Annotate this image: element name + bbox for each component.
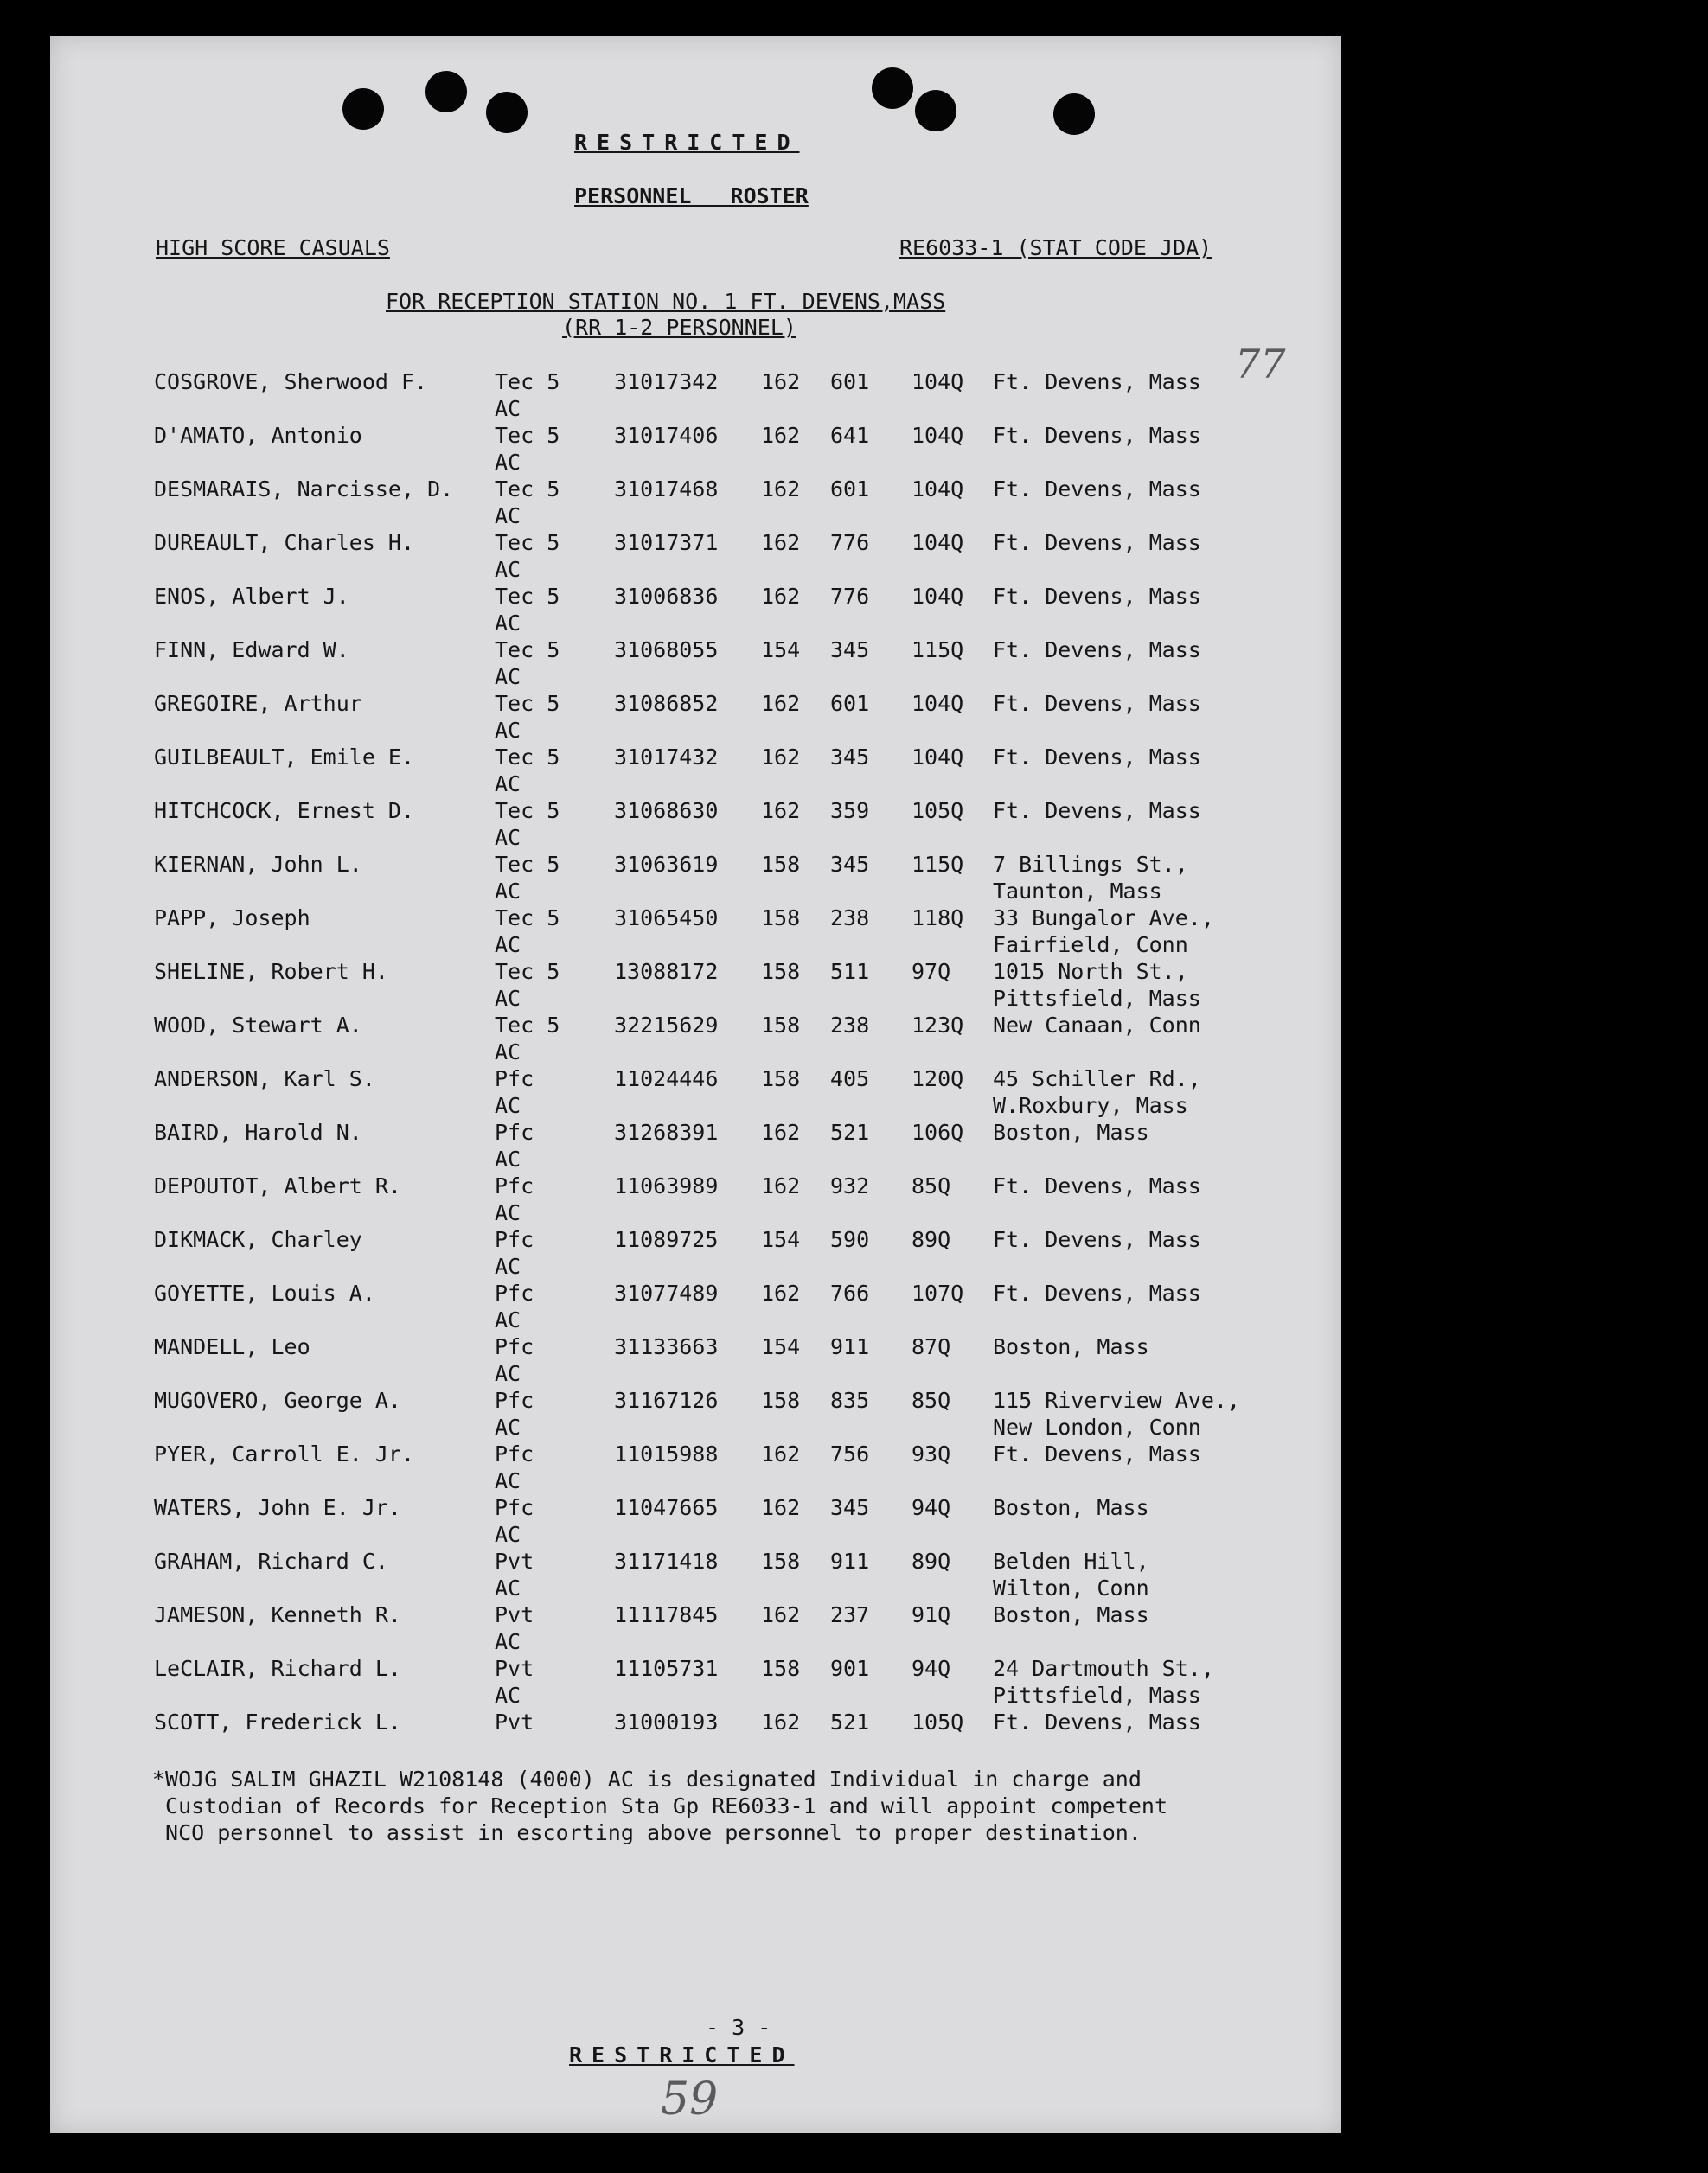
code-a-cell: 162: [761, 1495, 801, 1520]
code-b-cell: 776: [830, 530, 870, 555]
code-c-cell: 106Q: [912, 1120, 964, 1145]
name-cell: JAMESON, Kenneth R.: [154, 1602, 401, 1627]
code-b-cell: 766: [830, 1281, 870, 1306]
code-c-cell: 118Q: [912, 905, 964, 930]
grade-cell: Pvt: [495, 1710, 534, 1735]
table-row: [50, 1065, 1341, 1119]
serial-number-cell: 31086852: [614, 691, 719, 716]
address-line-1-cell: Ft. Devens, Mass: [993, 530, 1201, 555]
grade-cell: Pfc: [495, 1441, 534, 1467]
branch-cell: AC: [495, 1361, 521, 1386]
name-cell: WOOD, Stewart A.: [154, 1013, 362, 1038]
address-line-2-cell: Wilton, Conn: [993, 1575, 1149, 1601]
address-line-1-cell: 33 Bungalor Ave.,: [993, 905, 1214, 930]
code-c-cell: 97Q: [912, 959, 951, 984]
serial-number-cell: 31063619: [614, 852, 719, 877]
code-c-cell: 94Q: [912, 1495, 951, 1520]
serial-number-cell: 11063989: [614, 1173, 719, 1198]
table-row: [50, 1333, 1341, 1387]
code-b-cell: 345: [830, 852, 870, 877]
address-line-1-cell: 45 Schiller Rd.,: [993, 1066, 1201, 1091]
branch-cell: AC: [495, 450, 521, 475]
serial-number-cell: 31000193: [614, 1710, 719, 1735]
grade-cell: Tec 5: [495, 745, 560, 770]
serial-number-cell: 31171418: [614, 1549, 719, 1574]
code-a-cell: 162: [761, 1441, 801, 1467]
table-row: [50, 904, 1341, 958]
table-row: [50, 1709, 1341, 1762]
name-cell: GREGOIRE, Arthur: [154, 691, 362, 716]
address-line-1-cell: Ft. Devens, Mass: [993, 476, 1201, 502]
branch-cell: AC: [495, 1093, 521, 1118]
code-c-cell: 87Q: [912, 1334, 951, 1359]
punch-hole: [342, 88, 384, 130]
serial-number-cell: 11015988: [614, 1441, 719, 1467]
branch-cell: AC: [495, 1039, 521, 1064]
address-line-1-cell: Ft. Devens, Mass: [993, 423, 1201, 448]
grade-cell: Tec 5: [495, 959, 560, 984]
branch-cell: AC: [495, 1468, 521, 1493]
code-a-cell: 162: [761, 1120, 801, 1145]
grade-cell: Tec 5: [495, 476, 560, 502]
code-a-cell: 158: [761, 905, 801, 930]
handwritten-mark: 77: [1235, 341, 1286, 387]
name-cell: HITCHCOCK, Ernest D.: [154, 798, 415, 823]
serial-number-cell: 31167126: [614, 1388, 719, 1413]
code-c-cell: 89Q: [912, 1227, 951, 1252]
name-cell: ANDERSON, Karl S.: [154, 1066, 375, 1091]
serial-number-cell: 32215629: [614, 1013, 719, 1038]
branch-cell: AC: [495, 825, 521, 850]
footnote-line-2: Custodian of Records for Reception Sta Gp RE6033-1 and will appoint competent: [152, 1793, 1167, 1818]
code-c-cell: 115Q: [912, 852, 964, 877]
name-cell: PYER, Carroll E. Jr.: [154, 1441, 415, 1467]
code-c-cell: 104Q: [912, 530, 964, 555]
branch-cell: AC: [495, 986, 521, 1011]
table-row: [50, 368, 1341, 422]
branch-cell: AC: [495, 1522, 521, 1547]
address-line-2-cell: W.Roxbury, Mass: [993, 1093, 1188, 1118]
table-row: [50, 1012, 1341, 1065]
address-line-2-cell: New London, Conn: [993, 1415, 1201, 1440]
code-b-cell: 932: [830, 1173, 870, 1198]
branch-cell: AC: [495, 932, 521, 957]
code-a-cell: 158: [761, 959, 801, 984]
table-row: [50, 1548, 1341, 1601]
code-a-cell: 158: [761, 1549, 801, 1574]
code-a-cell: 162: [761, 476, 801, 502]
code-c-cell: 104Q: [912, 369, 964, 394]
name-cell: ENOS, Albert J.: [154, 584, 349, 609]
name-cell: GOYETTE, Louis A.: [154, 1281, 375, 1306]
code-b-cell: 238: [830, 905, 870, 930]
grade-cell: Pvt: [495, 1549, 534, 1574]
destination-line: FOR RECEPTION STATION NO. 1 FT. DEVENS,MASS: [386, 289, 946, 314]
table-row: [50, 1119, 1341, 1173]
code-c-cell: 105Q: [912, 1710, 964, 1735]
serial-number-cell: 31077489: [614, 1281, 719, 1306]
code-c-cell: 107Q: [912, 1281, 964, 1306]
serial-number-cell: 31068630: [614, 798, 719, 823]
name-cell: D'AMATO, Antonio: [154, 423, 362, 448]
code-a-cell: 162: [761, 369, 801, 394]
branch-cell: AC: [495, 503, 521, 528]
code-a-cell: 162: [761, 1281, 801, 1306]
grade-cell: Pfc: [495, 1388, 534, 1413]
serial-number-cell: 11024446: [614, 1066, 719, 1091]
grade-cell: Pfc: [495, 1281, 534, 1306]
address-line-2-cell: Fairfield, Conn: [993, 932, 1188, 957]
document-paper: [50, 36, 1341, 2133]
code-b-cell: 521: [830, 1120, 870, 1145]
address-line-1-cell: Ft. Devens, Mass: [993, 1710, 1201, 1735]
code-b-cell: 521: [830, 1710, 870, 1735]
code-b-cell: 590: [830, 1227, 870, 1252]
name-cell: COSGROVE, Sherwood F.: [154, 369, 428, 394]
code-a-cell: 158: [761, 1066, 801, 1091]
punch-hole: [425, 71, 467, 112]
grade-cell: Pvt: [495, 1602, 534, 1627]
table-row: [50, 1494, 1341, 1548]
branch-cell: AC: [495, 1415, 521, 1440]
serial-number-cell: 31065450: [614, 905, 719, 930]
code-b-cell: 756: [830, 1441, 870, 1467]
code-b-cell: 835: [830, 1388, 870, 1413]
serial-number-cell: 11105731: [614, 1656, 719, 1681]
branch-cell: AC: [495, 1200, 521, 1225]
code-a-cell: 162: [761, 798, 801, 823]
grade-cell: Tec 5: [495, 1013, 560, 1038]
code-c-cell: 89Q: [912, 1549, 951, 1574]
table-row: [50, 744, 1341, 797]
code-b-cell: 345: [830, 637, 870, 662]
code-b-cell: 641: [830, 423, 870, 448]
address-line-1-cell: Ft. Devens, Mass: [993, 1173, 1201, 1198]
code-b-cell: 911: [830, 1334, 870, 1359]
table-row: [50, 1441, 1341, 1494]
grade-cell: Tec 5: [495, 637, 560, 662]
table-row: [50, 690, 1341, 744]
address-line-1-cell: Boston, Mass: [993, 1334, 1149, 1359]
table-row: [50, 1173, 1341, 1226]
code-a-cell: 158: [761, 852, 801, 877]
branch-cell: AC: [495, 771, 521, 796]
serial-number-cell: 11047665: [614, 1495, 719, 1520]
address-line-1-cell: 7 Billings St.,: [993, 852, 1188, 877]
grade-cell: Tec 5: [495, 852, 560, 877]
address-line-1-cell: Belden Hill,: [993, 1549, 1149, 1574]
grade-cell: Tec 5: [495, 369, 560, 394]
address-line-1-cell: New Canaan, Conn: [993, 1013, 1201, 1038]
name-cell: WATERS, John E. Jr.: [154, 1495, 401, 1520]
name-cell: FINN, Edward W.: [154, 637, 349, 662]
serial-number-cell: 11089725: [614, 1227, 719, 1252]
stat-code: RE6033-1 (STAT CODE JDA): [899, 235, 1212, 260]
code-c-cell: 93Q: [912, 1441, 951, 1467]
grade-cell: Pfc: [495, 1495, 534, 1520]
footnote-line-3: NCO personnel to assist in escorting above personnel to proper destination.: [152, 1820, 1142, 1845]
code-a-cell: 162: [761, 745, 801, 770]
grade-cell: Tec 5: [495, 584, 560, 609]
branch-cell: AC: [495, 396, 521, 421]
name-cell: MANDELL, Leo: [154, 1334, 310, 1359]
grade-cell: Tec 5: [495, 905, 560, 930]
code-a-cell: 162: [761, 1602, 801, 1627]
address-line-2-cell: Pittsfield, Mass: [993, 986, 1201, 1011]
code-b-cell: 345: [830, 1495, 870, 1520]
address-line-1-cell: Ft. Devens, Mass: [993, 369, 1201, 394]
grade-cell: Pfc: [495, 1066, 534, 1091]
serial-number-cell: 31017371: [614, 530, 719, 555]
branch-cell: AC: [495, 1254, 521, 1279]
name-cell: DUREAULT, Charles H.: [154, 530, 415, 555]
code-b-cell: 345: [830, 745, 870, 770]
table-row: [50, 851, 1341, 904]
code-c-cell: 105Q: [912, 798, 964, 823]
serial-number-cell: 31017432: [614, 745, 719, 770]
grade-cell: Pfc: [495, 1334, 534, 1359]
code-b-cell: 601: [830, 369, 870, 394]
personnel-roster-table: [50, 368, 1341, 1769]
code-a-cell: 154: [761, 637, 801, 662]
grade-cell: Tec 5: [495, 691, 560, 716]
punch-hole: [872, 67, 913, 109]
table-row: [50, 422, 1341, 476]
punch-hole: [1053, 93, 1095, 135]
name-cell: LeCLAIR, Richard L.: [154, 1656, 401, 1681]
branch-cell: AC: [495, 610, 521, 636]
code-a-cell: 154: [761, 1227, 801, 1252]
code-b-cell: 405: [830, 1066, 870, 1091]
address-line-1-cell: Ft. Devens, Mass: [993, 1441, 1201, 1467]
page-number: - 3 -: [706, 2015, 771, 2040]
code-a-cell: 158: [761, 1656, 801, 1681]
classification-footer: RESTRICTED: [569, 2042, 795, 2068]
branch-cell: AC: [495, 879, 521, 904]
grade-cell: Pfc: [495, 1173, 534, 1198]
address-line-1-cell: Ft. Devens, Mass: [993, 584, 1201, 609]
address-line-1-cell: Ft. Devens, Mass: [993, 745, 1201, 770]
code-a-cell: 154: [761, 1334, 801, 1359]
address-line-1-cell: Ft. Devens, Mass: [993, 798, 1201, 823]
table-row: [50, 1226, 1341, 1280]
grade-cell: Tec 5: [495, 798, 560, 823]
branch-cell: AC: [495, 557, 521, 582]
code-a-cell: 162: [761, 530, 801, 555]
code-b-cell: 776: [830, 584, 870, 609]
grade-cell: Pfc: [495, 1227, 534, 1252]
grade-cell: Pfc: [495, 1120, 534, 1145]
address-line-1-cell: Ft. Devens, Mass: [993, 1281, 1201, 1306]
address-line-1-cell: 115 Riverview Ave.,: [993, 1388, 1240, 1413]
address-line-1-cell: Ft. Devens, Mass: [993, 637, 1201, 662]
name-cell: DEPOUTOT, Albert R.: [154, 1173, 401, 1198]
address-line-1-cell: 1015 North St.,: [993, 959, 1188, 984]
code-c-cell: 104Q: [912, 584, 964, 609]
branch-cell: AC: [495, 1147, 521, 1172]
branch-cell: AC: [495, 1575, 521, 1601]
code-c-cell: 120Q: [912, 1066, 964, 1091]
table-row: [50, 1280, 1341, 1333]
code-c-cell: 85Q: [912, 1173, 951, 1198]
code-a-cell: 162: [761, 1173, 801, 1198]
name-cell: PAPP, Joseph: [154, 905, 310, 930]
group-name: HIGH SCORE CASUALS: [156, 235, 390, 260]
branch-cell: AC: [495, 664, 521, 689]
code-c-cell: 94Q: [912, 1656, 951, 1681]
name-cell: KIERNAN, John L.: [154, 852, 362, 877]
serial-number-cell: 31006836: [614, 584, 719, 609]
branch-cell: AC: [495, 1629, 521, 1654]
code-b-cell: 911: [830, 1549, 870, 1574]
address-line-2-cell: Pittsfield, Mass: [993, 1683, 1201, 1708]
name-cell: SHELINE, Robert H.: [154, 959, 388, 984]
address-line-1-cell: Boston, Mass: [993, 1602, 1149, 1627]
name-cell: MUGOVERO, George A.: [154, 1388, 401, 1413]
code-a-cell: 162: [761, 584, 801, 609]
code-a-cell: 158: [761, 1388, 801, 1413]
table-row: [50, 958, 1341, 1012]
code-b-cell: 601: [830, 691, 870, 716]
table-row: [50, 476, 1341, 529]
code-c-cell: 85Q: [912, 1388, 951, 1413]
address-line-1-cell: Boston, Mass: [993, 1495, 1149, 1520]
serial-number-cell: 11117845: [614, 1602, 719, 1627]
code-c-cell: 104Q: [912, 745, 964, 770]
code-c-cell: 104Q: [912, 691, 964, 716]
code-a-cell: 158: [761, 1013, 801, 1038]
address-line-1-cell: Boston, Mass: [993, 1120, 1149, 1145]
code-c-cell: 123Q: [912, 1013, 964, 1038]
grade-cell: Tec 5: [495, 423, 560, 448]
code-b-cell: 601: [830, 476, 870, 502]
grade-cell: Pvt: [495, 1656, 534, 1681]
footnote: [152, 1766, 1167, 1846]
serial-number-cell: 31017406: [614, 423, 719, 448]
code-a-cell: 162: [761, 423, 801, 448]
code-b-cell: 237: [830, 1602, 870, 1627]
table-row: [50, 636, 1341, 690]
roster-title: PERSONNEL ROSTER: [574, 183, 809, 208]
code-b-cell: 901: [830, 1656, 870, 1681]
code-a-cell: 162: [761, 691, 801, 716]
branch-cell: AC: [495, 718, 521, 743]
serial-number-cell: 31068055: [614, 637, 719, 662]
table-row: [50, 1601, 1341, 1655]
code-a-cell: 162: [761, 1710, 801, 1735]
name-cell: GRAHAM, Richard C.: [154, 1549, 388, 1574]
name-cell: BAIRD, Harold N.: [154, 1120, 362, 1145]
code-c-cell: 104Q: [912, 423, 964, 448]
branch-cell: AC: [495, 1683, 521, 1708]
code-b-cell: 238: [830, 1013, 870, 1038]
code-b-cell: 359: [830, 798, 870, 823]
serial-number-cell: 31268391: [614, 1120, 719, 1145]
address-line-1-cell: Ft. Devens, Mass: [993, 691, 1201, 716]
code-c-cell: 115Q: [912, 637, 964, 662]
address-line-1-cell: 24 Dartmouth St.,: [993, 1656, 1214, 1681]
table-row: [50, 583, 1341, 636]
branch-cell: AC: [495, 1307, 521, 1333]
name-cell: GUILBEAULT, Emile E.: [154, 745, 415, 770]
table-row: [50, 1387, 1341, 1441]
name-cell: SCOTT, Frederick L.: [154, 1710, 401, 1735]
name-cell: DIKMACK, Charley: [154, 1227, 362, 1252]
address-line-2-cell: Taunton, Mass: [993, 879, 1162, 904]
code-c-cell: 91Q: [912, 1602, 951, 1627]
serial-number-cell: 31017342: [614, 369, 719, 394]
name-cell: DESMARAIS, Narcisse, D.: [154, 476, 454, 502]
punch-hole: [486, 92, 528, 133]
table-row: [50, 1655, 1341, 1709]
code-c-cell: 104Q: [912, 476, 964, 502]
address-line-1-cell: Ft. Devens, Mass: [993, 1227, 1201, 1252]
serial-number-cell: 13088172: [614, 959, 719, 984]
table-row: [50, 797, 1341, 851]
handwritten-page-number: 59: [661, 2074, 719, 2125]
serial-number-cell: 31133663: [614, 1334, 719, 1359]
code-b-cell: 511: [830, 959, 870, 984]
classification-header: RESTRICTED: [574, 130, 800, 155]
grade-cell: Tec 5: [495, 530, 560, 555]
punch-hole: [915, 90, 956, 131]
category-line: (RR 1-2 PERSONNEL): [562, 315, 796, 340]
table-row: [50, 529, 1341, 583]
footnote-line-1: *WOJG SALIM GHAZIL W2108148 (4000) AC is designated Individual in charge and: [152, 1767, 1142, 1792]
serial-number-cell: 31017468: [614, 476, 719, 502]
